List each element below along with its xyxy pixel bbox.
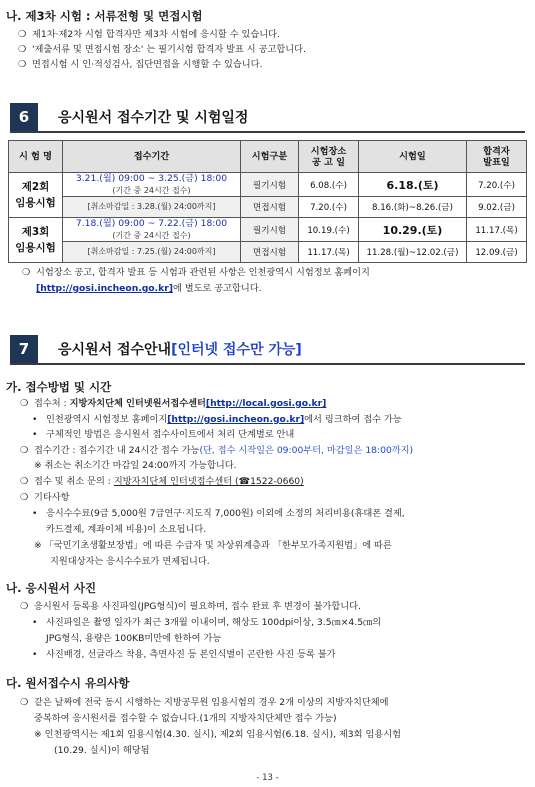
list-item: ※ 취소는 취소기간 마감일 24:00까지 가능합니다. [34, 460, 237, 471]
circle-bullet-icon: ❍ [20, 398, 29, 409]
list-item-cont: (10.29. 실시)이 해당됨 [54, 745, 150, 756]
section-na-title: 나. 제3차 시험 : 서류전형 및 면접시험 [6, 9, 203, 23]
list-item: ※ 인천광역시는 제1회 임용시험(4.30. 실시), 제2회 임용시험(6.18. 실시), 제3회 임용시험 [34, 729, 401, 740]
period-cell: 3.21.(월) 09:00 ~ 3.25.(금) 18:00 (기간 중 24시간 접수) [63, 173, 241, 197]
circle-bullet-icon: ❍ [22, 267, 31, 278]
cancel-deadline: [취소마감일 : 3.28.(월) 24:00까지] [63, 197, 241, 218]
dot-bullet-icon: • [32, 649, 38, 660]
exam-date: 11.28.(월)~12.02.(금) [359, 242, 467, 263]
circle-bullet-icon: ❍ [20, 601, 29, 612]
list-item-cont: 중복하여 응시원서를 접수할 수 없습니다.(1개의 지방자치단체만 접수 가능) [34, 713, 337, 724]
list-item: ❍ 면접시험 시 인·적성검사, 집단면접을 시행할 수 있습니다. [18, 59, 263, 70]
col-header: 시험구분 [241, 141, 299, 173]
list-item: • 응시수수료(9급 5,000원 7급연구·지도직 7,000원) 이외에 소정의 처리비용(휴대폰 결제, [32, 508, 405, 519]
section-number: 7 [10, 335, 38, 363]
exam-date: 8.16.(화)~8.26.(금) [359, 197, 467, 218]
col-header: 시험장소 공 고 일 [299, 141, 359, 173]
list-item-cont: 지원대상자는 응시수수료가 면제됩니다. [50, 556, 210, 567]
list-item: ❍ 접수기간 : 접수기간 내 24시간 접수 가능(단, 접수 시작일은 09:00부터, 마감일은 18:00까지) [20, 445, 414, 456]
circle-bullet-icon: ❍ [20, 476, 29, 487]
section-7-header [10, 335, 525, 365]
list-item: ❍ 시험장소 공고, 합격자 발표 등 시험과 관련된 사항은 인천광역시 시험정보 홈페이지 [22, 267, 370, 278]
col-header: 시 험 명 [9, 141, 63, 173]
list-item: • 구체적인 방법은 응시원서 접수사이트에서 처리 단계별로 안내 [32, 429, 295, 440]
list-item: • 인천광역시 시험정보 홈페이지[http://gosi.incheon.go.kr]에서 링크하여 접수 가능 [32, 414, 402, 425]
list-item: ❍ 접수 및 취소 문의 : 지방자치단체 인터넷접수센터 (☎1522-0660) [20, 476, 304, 487]
list-item-cont: JPG형식, 용량은 100KB미만에 한하여 가능 [46, 633, 222, 644]
result-date: 9.02.(금) [467, 197, 527, 218]
table-row [9, 218, 527, 242]
page-number: - 13 - [256, 773, 279, 783]
circle-bullet-icon: ❍ [18, 29, 27, 40]
table-header-row [9, 141, 527, 173]
col-header: 합격자 발표일 [467, 141, 527, 173]
dot-bullet-icon: • [32, 508, 38, 519]
exam-kind: 필기시험 [241, 218, 299, 242]
result-date: 7.20.(수) [467, 173, 527, 197]
table-row [9, 173, 527, 197]
list-item-cont: [http://gosi.incheon.go.kr]에 별도로 공고합니다. [36, 283, 262, 294]
period-cell: 7.18.(월) 09:00 ~ 7.22.(금) 18:00 (기간 중 24시간 접수) [63, 218, 241, 242]
notice-date: 6.08.(수) [299, 173, 359, 197]
local-gosi-link[interactable]: [http://local.gosi.go.kr] [205, 398, 327, 409]
list-item: ❍ 기타사항 [20, 492, 70, 503]
exam-kind: 면접시험 [241, 197, 299, 218]
list-item: ❍ '제출서류 및 면접시험 장소' 는 필기시험 합격자 발표 시 공고합니다. [18, 44, 306, 55]
exam-date: 6.18.(토) [359, 173, 467, 197]
list-item: ❍ 같은 날짜에 전국 동시 시행하는 지방공무원 임용시험의 경우 2개 이상의 지방자치단체에 [20, 697, 389, 708]
list-item-cont: 카드결제, 계좌이체 비용)이 소요됩니다. [46, 524, 207, 535]
dot-bullet-icon: • [32, 429, 38, 440]
exam-date: 10.29.(토) [359, 218, 467, 242]
exam-kind: 필기시험 [241, 173, 299, 197]
list-item: • 사진배경, 선글라스 착용, 측면사진 등 본인식별이 곤란한 사진 등록 불가 [32, 649, 336, 660]
table-row [9, 197, 527, 218]
section-ga-title: 가. 접수방법 및 시간 [6, 380, 112, 394]
section-6-header [10, 103, 525, 133]
col-header: 시험일 [359, 141, 467, 173]
result-date: 11.17.(목) [467, 218, 527, 242]
gosi-incheon-link[interactable]: [http://gosi.incheon.go.kr] [36, 283, 173, 294]
section-da-title: 다. 원서접수시 유의사항 [6, 676, 130, 690]
circle-bullet-icon: ❍ [20, 492, 29, 503]
list-item: ❍ 제1차·제2차 시험 합격자만 제3차 시험에 응시할 수 있습니다. [18, 29, 280, 40]
circle-bullet-icon: ❍ [18, 59, 27, 70]
section-title: 응시원서 접수기간 및 시험일정 [58, 110, 249, 126]
circle-bullet-icon: ❍ [18, 44, 27, 55]
col-header: 접수기간 [63, 141, 241, 173]
section-title: 응시원서 접수안내[인터넷 접수만 가능] [58, 342, 302, 358]
section-number: 6 [10, 103, 38, 131]
round-name-cell: 제3회 임용시험 [9, 218, 63, 263]
notice-date: 11.17.(목) [299, 242, 359, 263]
circle-bullet-icon: ❍ [20, 445, 29, 456]
gosi-incheon-link[interactable]: [http://gosi.incheon.go.kr] [167, 414, 305, 425]
list-item: ❍ 접수처 : 지방자치단체 인터넷원서접수센터[http://local.gosi.go.kr] [20, 398, 327, 409]
list-item: ※ 「국민기초생활보장법」에 따른 수급자 및 차상위계층과 「한부모가족지원법」에 따른 [34, 540, 392, 551]
notice-date: 10.19.(수) [299, 218, 359, 242]
dot-bullet-icon: • [32, 617, 38, 628]
round-name-cell: 제2회 임용시험 [9, 173, 63, 218]
result-date: 12.09.(금) [467, 242, 527, 263]
table-row [9, 242, 527, 263]
exam-kind: 면접시험 [241, 242, 299, 263]
dot-bullet-icon: • [32, 414, 38, 425]
section-na2-title: 나. 응시원서 사진 [6, 581, 97, 595]
notice-date: 7.20.(수) [299, 197, 359, 218]
list-item: • 사진파일은 촬영 일자가 최근 3개월 이내이며, 해상도 100dpi이상, 3.5㎝×4.5㎝의 [32, 617, 382, 628]
schedule-table [8, 140, 527, 263]
cancel-deadline: [취소마감일 : 7.25.(월) 24:00까지] [63, 242, 241, 263]
circle-bullet-icon: ❍ [20, 697, 29, 708]
list-item: ❍ 응시원서 등록용 사진파일(JPG형식)이 필요하며, 접수 완료 후 변경이 불가합니다. [20, 601, 361, 612]
